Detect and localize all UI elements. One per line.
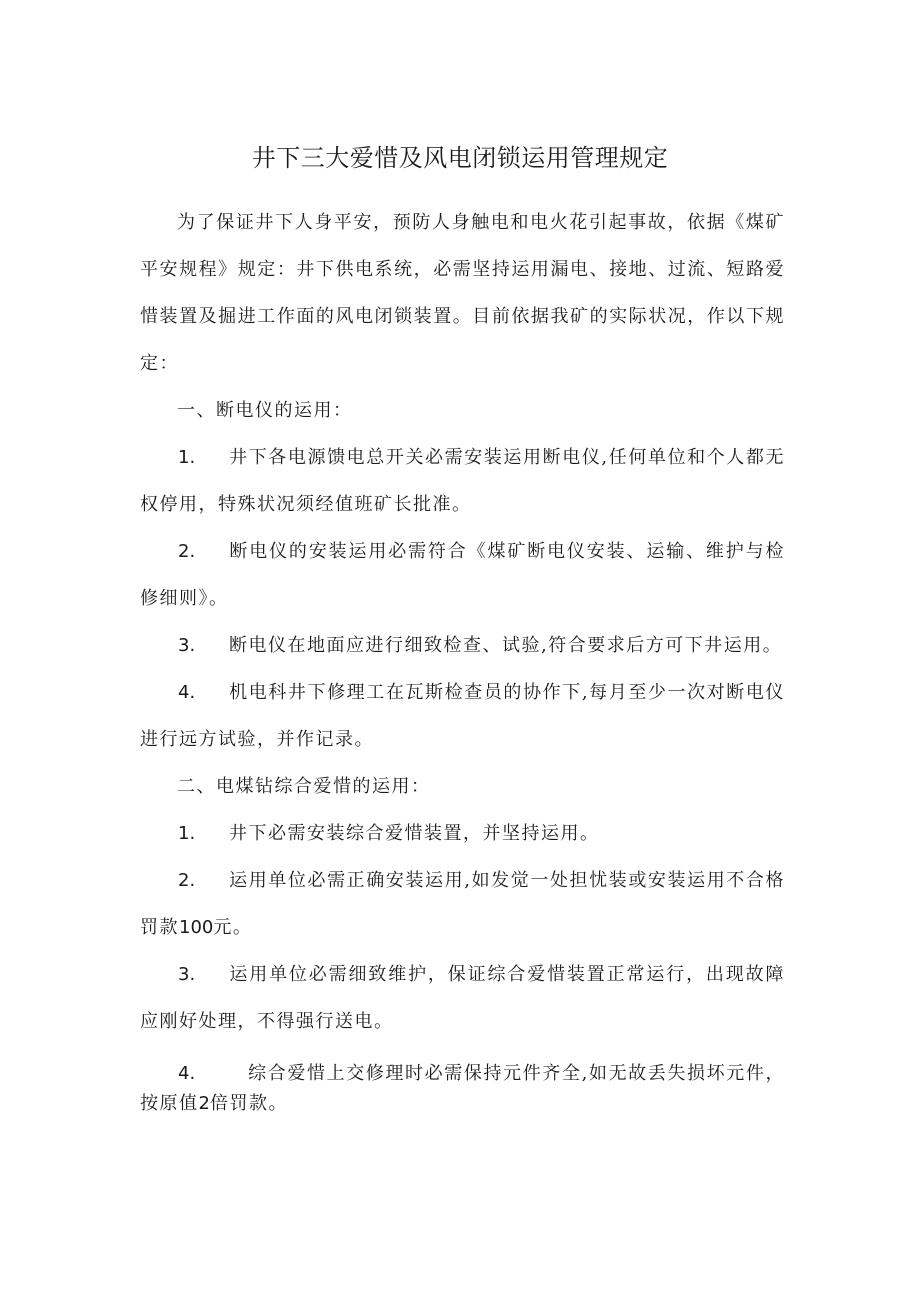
item-number: 4. <box>178 1063 196 1084</box>
document-body <box>140 199 785 1119</box>
item-text: 断电仪在地面应进行细致检查、试验,符合要求后方可下井运用。 <box>229 635 783 656</box>
list-item <box>140 669 785 763</box>
section-heading-1: 一、断电仪的运用： <box>177 400 353 421</box>
item-text: 运用单位必需正确安装运用,如发觉一处担忧装或安装运用不合格罚款 <box>140 870 785 938</box>
item-number: 2. <box>178 870 196 891</box>
list-item <box>140 528 785 622</box>
item-number: 4. <box>178 682 196 703</box>
list-item <box>140 810 785 857</box>
item-text: 综合爱惜上交修理时必需保持元件齐全,如无故丢失损坏元件，按原值 <box>140 1063 785 1114</box>
list-item <box>140 434 785 528</box>
item-text: 断电仪的安装运用必需符合《煤矿断电仪安装、运输、维护与检修细则》。 <box>140 541 785 609</box>
fine-multiplier: 2 <box>198 1093 210 1114</box>
item-number: 1. <box>178 823 196 844</box>
intro-paragraph: 为了保证井下人身平安，预防人身触电和电火花引起事故，依据《煤矿平安规程》规定：井下供电系统，必需坚持运用漏电、接地、过流、短路爱惜装置及掘进工作面的风电闭锁装置。目前依据我矿的实际状况，作以下规定： <box>140 212 785 374</box>
item-number: 1. <box>178 447 196 468</box>
item-text: 井下必需安装综合爱惜装置，并坚持运用。 <box>229 823 600 844</box>
item-text-tail: 元。 <box>213 917 253 938</box>
list-item <box>140 622 785 669</box>
document-title: 井下三大爱惜及风电闭锁运用管理规定 <box>251 144 669 172</box>
list-item <box>140 951 785 1045</box>
list-item <box>140 1059 785 1119</box>
item-number: 2. <box>178 541 196 562</box>
item-text: 井下各电源馈电总开关必需安装运用断电仪,任何单位和个人都无权停用，特殊状况须经值班矿长批准。 <box>140 447 785 515</box>
list-item <box>140 857 785 951</box>
item-number: 3. <box>178 635 196 656</box>
fine-amount: 100 <box>179 917 214 938</box>
item-number: 3. <box>178 964 196 985</box>
item-text: 机电科井下修理工在瓦斯检查员的协作下,每月至少一次对断电仪进行远方试验，并作记录。 <box>140 682 785 750</box>
item-text: 运用单位必需细致维护，保证综合爱惜装置正常运行，出现故障应刚好处理，不得强行送电。 <box>140 964 785 1032</box>
item-text-tail: 倍罚款。 <box>209 1093 288 1114</box>
section-heading-2: 二、电煤钻综合爱惜的运用： <box>177 776 431 797</box>
